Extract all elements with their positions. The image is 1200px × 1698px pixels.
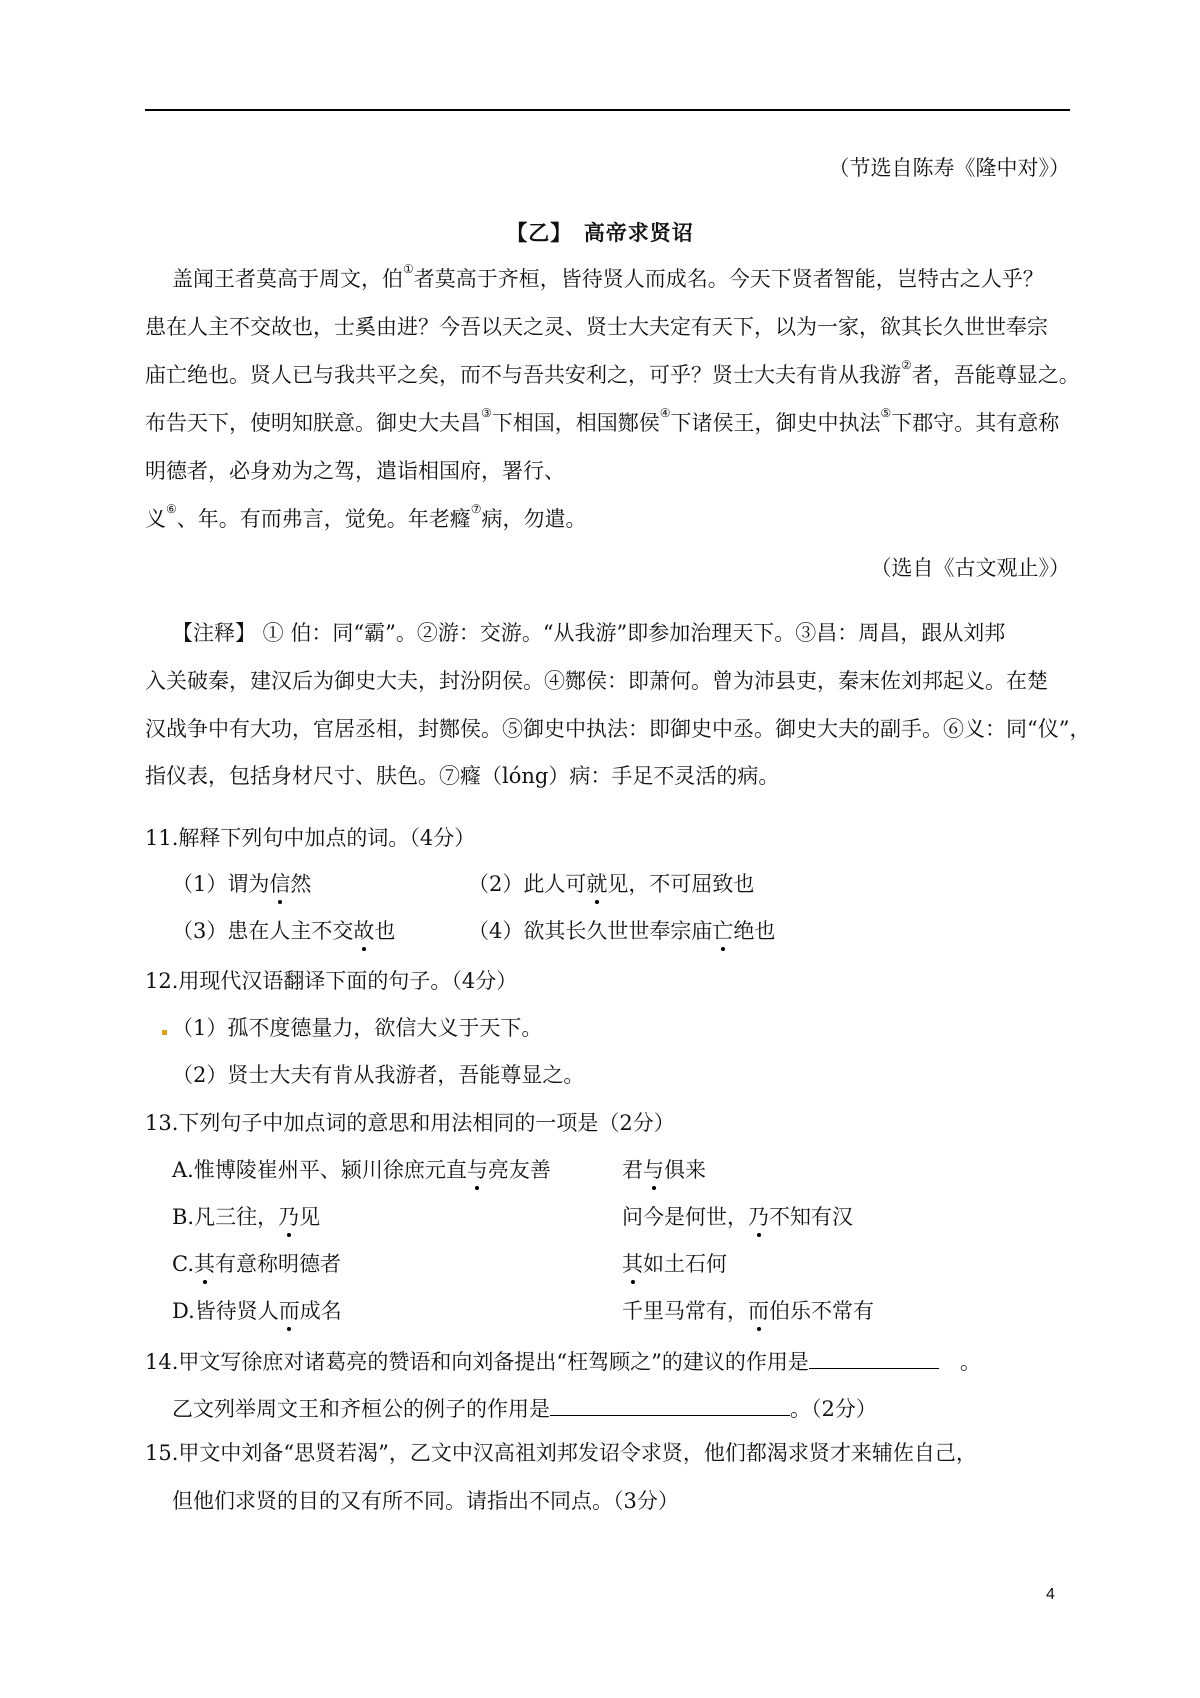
emphasis-dot-char: 其	[622, 1252, 643, 1276]
q14-line-1: 14.甲文写徐庶对诸葛亮的赞语和向刘备提出“枉驾顾之”的建议的作用是 。	[145, 1350, 981, 1374]
q14-line-2: 乙文列举周文王和齐桓公的例子的作用是 。（2分）	[172, 1397, 877, 1421]
q13-option-c-left: C.其有意称明德者	[172, 1252, 341, 1276]
yi-line-2: 患在人主不交故也，士奚由进？今吾以天之灵、贤士大夫定有天下，以为一家，欲其长久世世奉宗	[145, 315, 1048, 339]
section-title-yi: 【乙】 高帝求贤诏	[506, 220, 694, 245]
emphasis-dot-char: 信	[269, 872, 291, 896]
q13-option-b-right: 问今是何世，乃不知有汉	[622, 1205, 853, 1229]
yi-line-3: 庙亡绝也。贤人已与我共平之矣，而不与吾共安利之，可乎？贤士大夫有肯从我游②者，吾能尊显之。	[145, 358, 1080, 387]
emphasis-dot-char: 乃	[748, 1205, 769, 1229]
q15-line-2: 但他们求贤的目的又有所不同。请指出不同点。（3分）	[172, 1489, 679, 1513]
yi-line-1: 盖闻王者莫高于周文，伯①者莫高于齐桓，皆待贤人而成名。今天下贤者智能，岂特古之人乎？	[172, 262, 1044, 291]
q11-item-1: （1）谓为信然	[172, 872, 312, 896]
q13-option-c-right: 其如土石何	[622, 1252, 727, 1276]
yi-line-5: 明德者，必身劝为之驾，遣诣相国府，署行、	[145, 459, 565, 483]
answer-blank[interactable]	[809, 1348, 939, 1369]
q11-stem: 11.解释下列句中加点的词。（4分）	[145, 826, 476, 850]
q13-option-a-left: A.惟博陵崔州平、颍川徐庶元直与亮友善	[172, 1158, 551, 1182]
q12-stem: 12.用现代汉语翻译下面的句子。（4分）	[145, 969, 518, 993]
yi-line-4: 布告天下，使明知朕意。御史大夫昌③下相国，相国酂侯④下诸侯王，御史中执法⑤下郡守。其有意称	[145, 406, 1060, 435]
emphasis-dot-char: 而	[748, 1299, 769, 1323]
q13-stem: 13.下列句子中加点词的意思和用法相同的一项是（2分）	[145, 1111, 675, 1135]
q13-option-a-right: 君与俱来	[622, 1158, 706, 1182]
notes-line-1: 【注释】 ① 伯：同“霸”。②游：交游。“从我游”即参加治理天下。③昌：周昌，跟从刘邦	[172, 621, 1006, 645]
source-jia: （节选自陈寿《隆中对》）	[828, 156, 1070, 180]
emphasis-dot-char: 乃	[278, 1205, 300, 1229]
q12-sentence-2: （2）贤士大夫有肯从我游者，吾能尊显之。	[172, 1063, 585, 1087]
emphasis-dot-char: 故	[353, 919, 375, 943]
emphasis-dot-char: 其	[194, 1252, 215, 1276]
q12-sentence-1: （1）孤不度德量力，欲信大义于天下。	[172, 1016, 543, 1040]
emphasis-dot-char: 与	[643, 1158, 664, 1182]
emphasis-dot-char: 与	[466, 1158, 488, 1182]
emphasis-dot-char: 就	[586, 872, 608, 896]
q11-item-3: （3）患在人主不交故也	[172, 919, 396, 943]
q13-option-d-left: D.皆待贤人而成名	[172, 1299, 342, 1323]
page-number: 4	[1046, 1586, 1055, 1603]
bullet-mark	[162, 1030, 167, 1035]
notes-line-4: 指仪表，包括身材尺寸、肤色。⑦癃（lóng）病：手足不灵活的病。	[145, 764, 780, 788]
q13-option-d-right: 千里马常有，而伯乐不常有	[622, 1299, 874, 1323]
yi-line-6: 义⑥、年。有而弗言，觉免。年老癃⑦病，勿遣。	[145, 502, 587, 531]
notes-line-2: 入关破秦，建汉后为御史大夫，封汾阴侯。④酂侯：即萧何。曾为沛县吏，秦末佐刘邦起义。在楚	[145, 669, 1048, 693]
emphasis-dot-char: 亡	[712, 919, 734, 943]
q13-option-b-left: B.凡三往，乃见	[172, 1205, 321, 1229]
source-yi: （选自《古文观止》）	[870, 556, 1070, 580]
answer-blank[interactable]	[550, 1395, 790, 1416]
q15-line-1: 15.甲文中刘备“思贤若渴”，乙文中汉高祖刘邦发诏令求贤，他们都渴求贤才来辅佐自己，	[145, 1441, 977, 1465]
top-rule	[145, 109, 1070, 111]
q11-item-2: （2）此人可就见，不可屈致也	[468, 872, 755, 896]
q11-item-4: （4）欲其长久世世奉宗庙亡绝也	[468, 919, 776, 943]
notes-line-3: 汉战争中有大功，官居丞相，封酂侯。⑤御史中执法：即御史中丞。御史大夫的副手。⑥义：同“仪”，	[145, 717, 1091, 741]
emphasis-dot-char: 而	[278, 1299, 300, 1323]
